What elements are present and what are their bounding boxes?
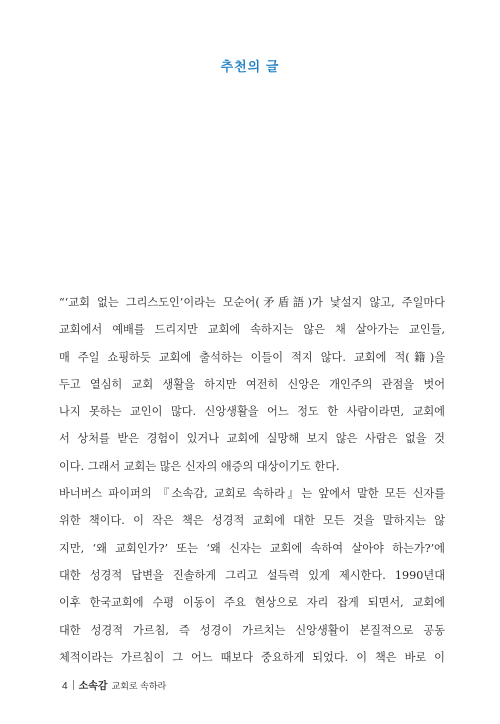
body-text [59,289,445,671]
text-line: 이다. 그래서 교회는 많은 신자의 애증의 대상이기도 한다. [59,459,340,473]
text-line: “‘교회 없는 그리스도인’이라는 모순어(矛盾語)가 낯설지 않고, 주일마다 [59,296,445,309]
text-line: 두고 열심히 교회 생활을 하지만 여전히 신앙은 개인주의 관점을 벗어 [59,377,445,391]
text-line: 대한 성경적 가르침, 즉 성경이 가르치는 신앙생활이 본질적으로 공동 [59,623,445,637]
text-line: 나지 못하는 교인이 많다. 신앙생활을 어느 정도 한 사람이라면, 교회에 [59,405,445,419]
text-line: 이후 한국교회에 수평 이동이 주요 현상으로 자리 잡게 되면서, 교회에 [59,596,445,610]
section-heading: 추천의 글 [220,59,280,74]
text-line: 지만, ‘왜 교회인가?’ 또는 ‘왜 신자는 교회에 속하여 살아야 하는가?’에 [59,541,445,555]
book-subtitle: 교회로 속하라 [111,681,167,691]
paragraph-1 [59,289,445,480]
page-footer [62,677,166,692]
text-line: 매 주일 쇼핑하듯 교회에 출석하는 이들이 적지 않다. 교회에 적(籍)을 [59,350,445,364]
text-line: 대한 성경적 답변을 진솔하게 그리고 설득력 있게 제시한다. 1990년대 [59,568,445,582]
footer-divider [73,680,74,690]
text-line: 서 상처를 받은 경험이 있거나 교회에 실망해 보지 않은 사람은 없을 것 [59,432,445,446]
page-number: 4 [62,681,68,692]
paragraph-2 [59,480,445,671]
text-line: 체적이라는 가르침이 그 어느 때보다 중요하게 되었다. 이 책은 바로 이 [59,650,445,664]
text-line: 위한 책이다. 이 작은 책은 성경적 교회에 대한 모든 것을 말하지는 않 [59,514,445,528]
text-line: 바너버스 파이퍼의 『소속감, 교회로 속하라』는 앞에서 말한 모든 신자를 [59,487,445,501]
book-title: 소속감 [78,681,108,692]
text-line: 교회에서 예배를 드리지만 교회에 속하지는 않은 채 살아가는 교인들, [59,323,445,337]
